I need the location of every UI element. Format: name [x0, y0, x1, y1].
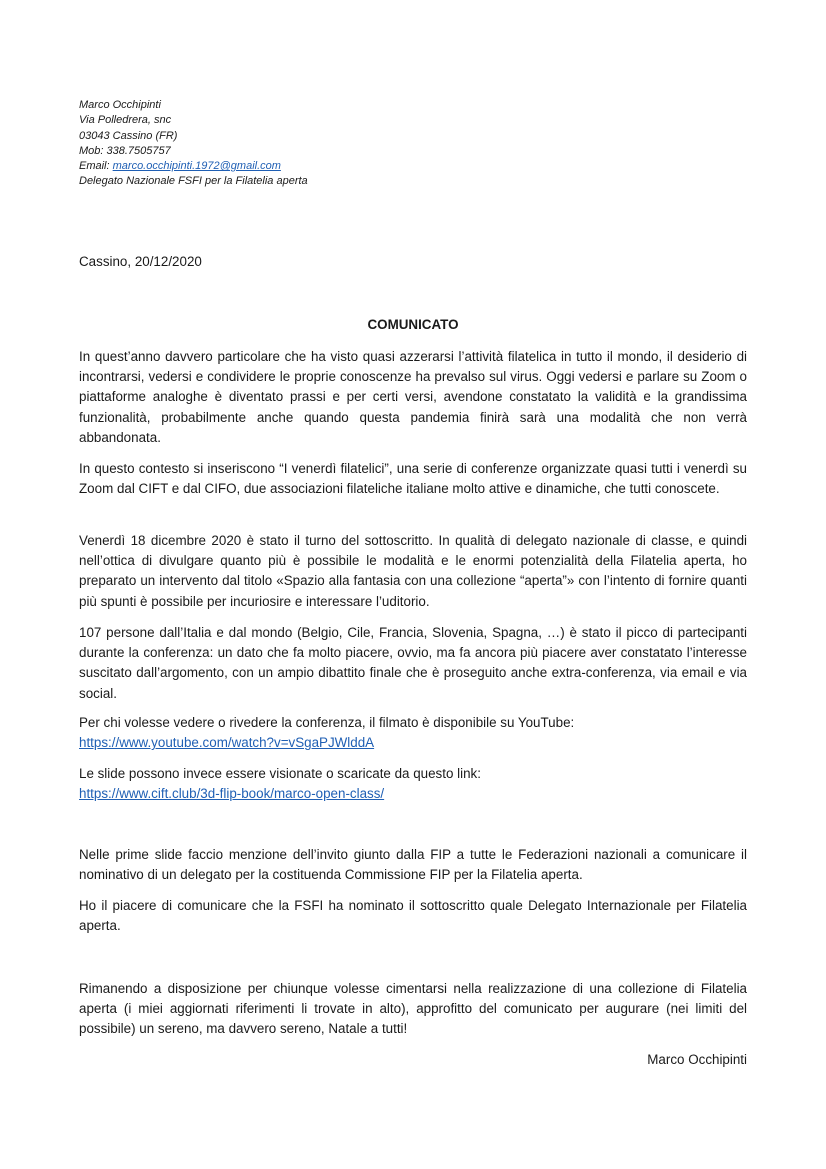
paragraph-slides — [79, 764, 747, 804]
paragraph-9 — [79, 979, 747, 1040]
signature: Marco Occhipinti — [647, 1052, 747, 1067]
paragraph-text: Rimanendo a disposizione per chiunque volesse cimentarsi nella realizzazione di una collezione di Filatelia aperta (i miei aggiornati riferimenti li trovate in alto), approfitto del comunicato per augurare (nei limiti del possibile) un sereno, ma davvero sereno, Natale a tutti! — [79, 981, 747, 1037]
sender-name: Marco Occhipinti — [79, 99, 161, 111]
paragraph-text: In questo contesto si inseriscono “I venerdì filatelici”, una serie di conferenze organizzate quasi tutti i venerdì su Zoom dal CIFT e dal CIFO, due associazioni filateliche italiane molto attive e dinamiche, che tutti conoscete. — [79, 461, 747, 497]
letter-date: Cassino, 20/12/2020 — [79, 254, 202, 269]
paragraph-3 — [79, 531, 747, 612]
paragraph-text: 107 persone dall’Italia e dal mondo (Belgio, Cile, Francia, Slovenia, Spagna, …) è stato il picco di partecipanti durante la conferenza: un dato che fa molto piacere, ovvio, ma fa ancora più piacere aver constatato l’interesse suscitato dall’argomento, con un ampio dibattito finale che è proseguito anche extra-conferenza, via email e via social. — [79, 625, 747, 701]
paragraph-text: In quest’anno davvero particolare che ha visto quasi azzerarsi l’attività filatelica in tutto il mondo, il desiderio di incontrarsi, vedersi e condividere le proprie conoscenze ha prevalso sul virus. Oggi vedersi e parlare su Zoom o piattaforme analoghe è diventato prassi e per certi versi, avendone constatato la validità e la grandissima funzionalità, probabilmente anche quando questa pandemia finirà sarà una modalità che non verrà abbandonata. — [79, 349, 747, 445]
paragraph-2 — [79, 459, 747, 499]
paragraph-4 — [79, 623, 747, 704]
paragraph-text: Le slide possono invece essere visionate o scaricate da questo link: — [79, 766, 481, 781]
sender-block — [79, 98, 308, 190]
paragraph-youtube — [79, 713, 747, 753]
paragraph-text: Nelle prime slide faccio menzione dell’invito giunto dalla FIP a tutte le Federazioni nazionali a comunicare il nominativo di un delegato per la costituenda Commissione FIP per la Filatelia aperta. — [79, 847, 747, 883]
sender-street: Via Polledrera, snc — [79, 114, 172, 127]
paragraph-text: Ho il piacere di comunicare che la FSFI ha nominato il sottoscritto quale Delegato Internazionale per Filatelia aperta. — [79, 898, 747, 934]
sender-role: Delegato Nazionale FSFI per la Filatelia aperta — [79, 175, 308, 188]
sender-mobile: Mob: 338.7505757 — [79, 144, 171, 157]
paragraph-8 — [79, 896, 747, 936]
paragraph-7 — [79, 845, 747, 885]
sender-email-label: Email: — [79, 160, 113, 173]
sender-city: 03043 Cassino (FR) — [79, 129, 178, 142]
paragraph-1 — [79, 347, 747, 448]
youtube-link[interactable]: https://www.youtube.com/watch?v=vSgaPJWlddA — [79, 735, 375, 751]
sender-email-line — [79, 159, 308, 174]
slides-link[interactable]: https://www.cift.club/3d-flip-book/marco-open-class/ — [79, 786, 385, 802]
document-title: COMUNICATO — [367, 317, 459, 332]
paragraph-text: Per chi volesse vedere o rivedere la conferenza, il filmato è disponibile su YouTube: — [79, 715, 575, 730]
sender-email-link[interactable]: marco.occhipinti.1972@gmail.com — [112, 160, 281, 173]
paragraph-text: Venerdì 18 dicembre 2020 è stato il turno del sottoscritto. In qualità di delegato nazionale di classe, e quindi nell’ottica di divulgare quanto più è possibile le modalità e le enormi potenzialità della Filatelia aperta, ho preparato un intervento dal titolo «Spazio alla fantasia con una collezione “aperta”» con l’intento di fornire quanti più spunti è possibile per incuriosire e interessare l’uditorio. — [79, 533, 747, 609]
